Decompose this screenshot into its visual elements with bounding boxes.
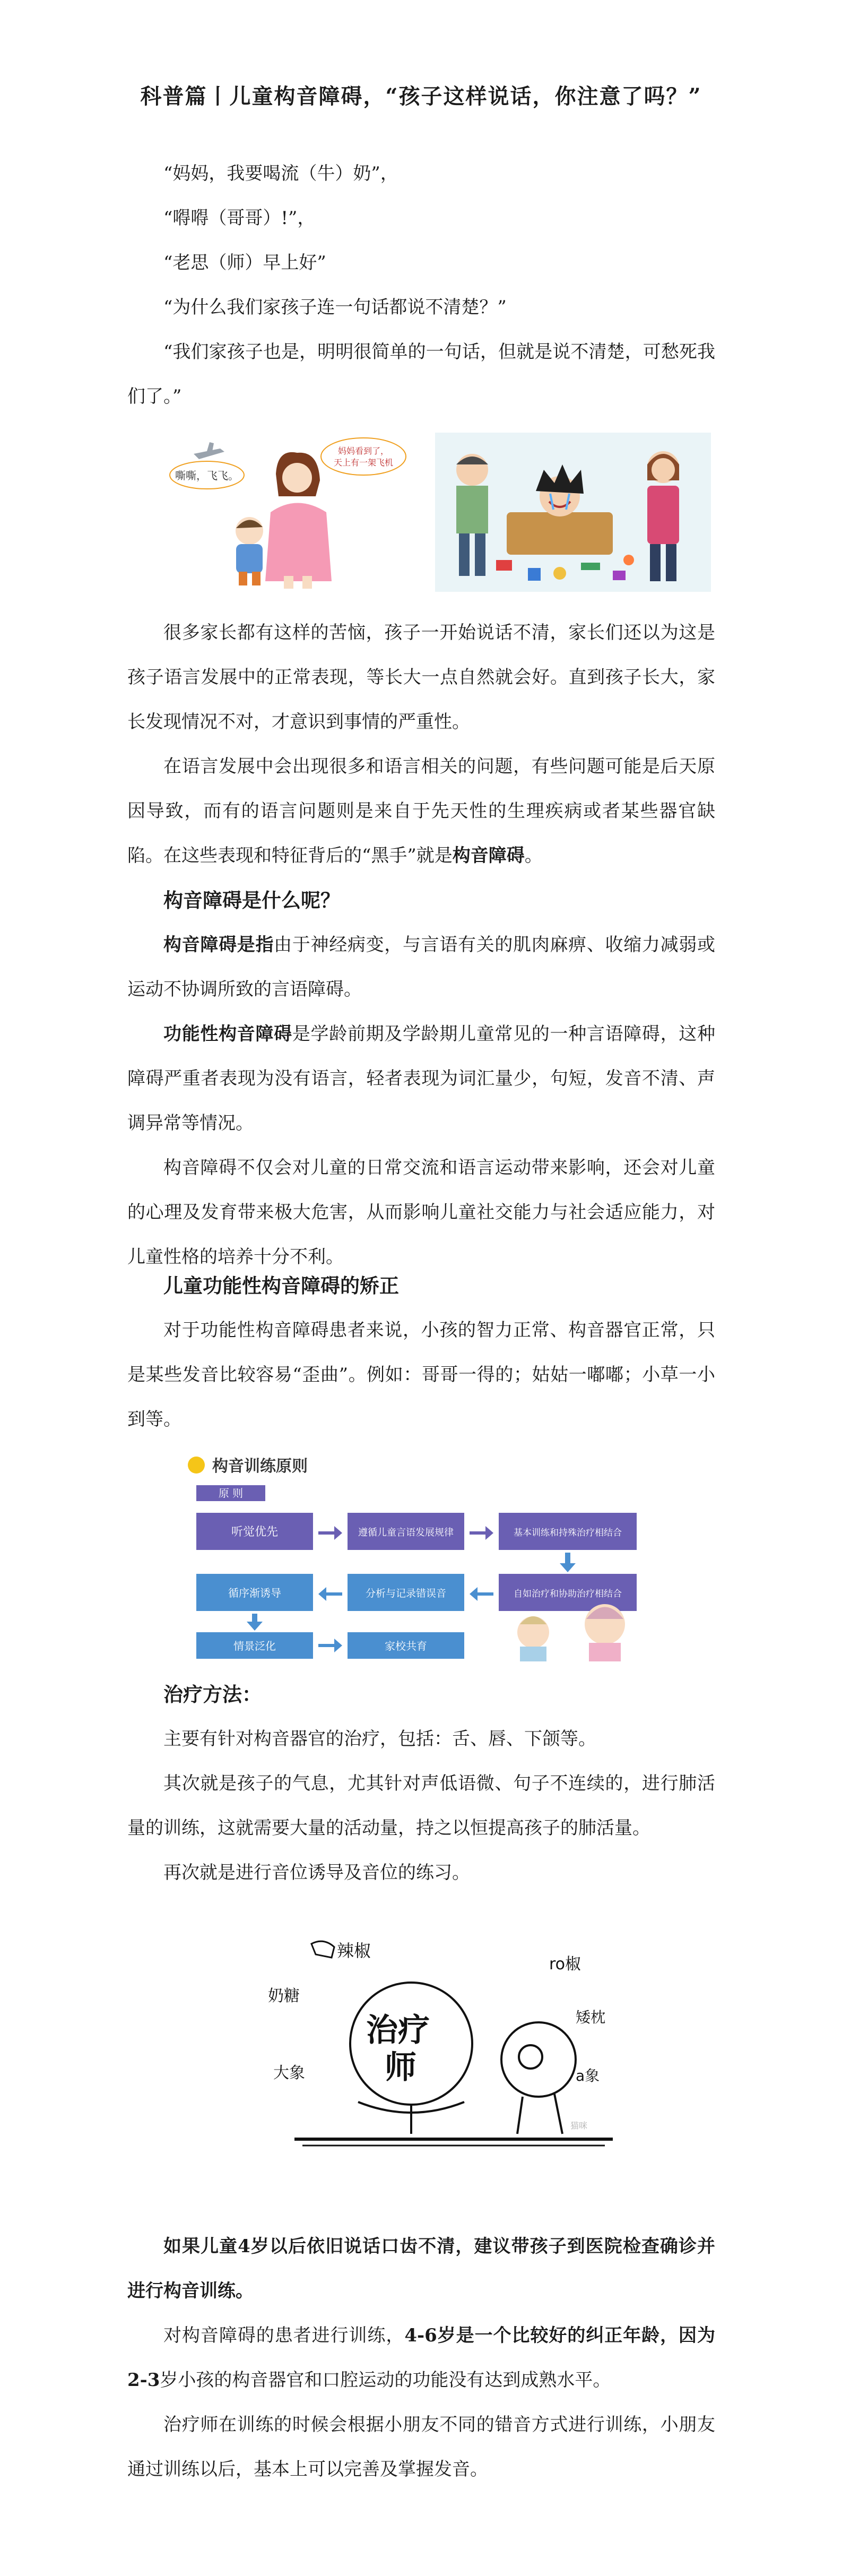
quote-block	[127, 151, 715, 419]
box-5-text: 分析与记录错误音	[365, 1588, 447, 1599]
bubble-right-line1: 妈妈看到了，	[337, 446, 389, 456]
word-elephant: 大象	[273, 2064, 305, 2082]
paragraph-11	[127, 2313, 715, 2402]
heading-treatment: 治疗方法：	[163, 1683, 262, 1706]
quote-2: “嘚嘚（哥哥）!”，	[163, 208, 316, 229]
box-2-text: 遵循儿童言语发展规律	[358, 1527, 454, 1538]
paragraph-11-c: 岁是一个比较好的纠正年龄，因为	[437, 2325, 716, 2346]
paragraph-12: 治疗师在训练的时候会根据小朋友不同的错音方式进行训练，小朋友通过训练以后，基本上可以完善及掌握发音。	[127, 2414, 715, 2480]
sketch-watermark: 猫咪	[570, 2121, 588, 2131]
bubble-right-line2: 天上有一架飞机	[333, 458, 394, 468]
body-section-1	[127, 610, 715, 1279]
speech-bubble-right	[321, 438, 406, 475]
therapist-label-line1: 治疗	[366, 2012, 430, 2049]
paragraph-6: 对于功能性构音障碍患者来说，小孩的智力正常、构音器官正常，只是某些发音比较容易“歪曲”。例如：哥哥一得的；姑姑一嘟嘟；小草一小到等。	[127, 1320, 715, 1430]
quote-1: “妈妈，我要喝流（牛）奶”，	[163, 163, 398, 184]
therapist-sketch	[252, 1932, 634, 2160]
cartoon-svg	[157, 433, 711, 592]
paragraph-11-a: 对构音障碍的患者进行训练，	[163, 2325, 405, 2346]
body-section-3	[127, 1672, 715, 1895]
paragraph-2-text: 在语言发展中会出现很多和语言相关的问题，有些问题可能是后天原因导致，而有的语言问题则是来自于先天性的生理疾病或者某些器官缺陷。在这些表现和特征背后的“黑手”就是	[127, 756, 715, 866]
word-ro-pepper: ro椒	[549, 1955, 581, 1974]
box-3-text: 基本训练和持殊治疗相结合	[514, 1528, 622, 1538]
paragraph-1: 很多家长都有这样的苦恼，孩子一开始说话不清，家长们还以为这是孩子语言发展中的正常表现，等长大一点自然就会好。直到孩子长大，家长发现情况不对，才意识到事情的严重性。	[127, 622, 715, 733]
therapist-svg	[252, 1932, 634, 2160]
paragraph-2	[127, 744, 715, 878]
paragraph-11-b: 4-6	[404, 2325, 437, 2346]
paragraph-2-bold: 构音障碍	[452, 845, 525, 866]
paragraph-4-bold: 功能性构音障碍	[163, 1023, 292, 1045]
heading-what-is: 构音障碍是什么呢？	[163, 889, 340, 912]
heading-correction: 儿童功能性构音障碍的矫正	[163, 1274, 399, 1297]
quote-3: “老思（师）早上好”	[163, 252, 326, 273]
box-4-text: 循序渐诱导	[228, 1587, 281, 1599]
paragraph-3	[127, 923, 715, 1012]
article-title: 科普篇丨儿童构音障碍，“孩子这样说话，你注意了吗？”	[140, 84, 702, 109]
diagram-header: 构音训练原则	[212, 1457, 308, 1476]
word-a-elephant: a象	[576, 2067, 600, 2084]
quote-5: “我们家孩子也是，明明很简单的一句话，但就是说不清楚，可愁死我们了。”	[127, 341, 715, 407]
paragraph-8: 其次就是孩子的气息，尤其针对声低语微、句子不连续的，进行肺活量的训练，这就需要大量的活动量，持之以恒提高孩子的肺活量。	[127, 1773, 715, 1839]
paragraph-5: 构音障碍不仅会对儿童的日常交流和语言运动带来影响，还会对儿童的心理及发育带来极大危害，从而影响儿童社交能力与社会适应能力，对儿童性格的培养十分不利。	[127, 1157, 715, 1268]
word-candy: 奶糖	[268, 1987, 300, 2005]
paragraph-3-bold: 构音障碍是指	[163, 934, 274, 955]
box-1-text: 听觉优先	[231, 1526, 279, 1539]
word-pepper: 辣椒	[337, 1941, 371, 1961]
paragraph-4-text: 是学龄前期及学龄期儿童常见的一种言语障碍，这种障碍严重者表现为没有语言，轻者表现为词汇量少，句短，发音不清、声调异常等情况。	[127, 1023, 715, 1134]
bubble-left-text: 嘶嘶，飞飞。	[175, 469, 239, 482]
principle-tag-text: 原 则	[218, 1487, 244, 1500]
paragraph-11-d: 2-3	[127, 2370, 160, 2391]
paragraph-3-text: 由于神经病变，与言语有关的肌肉麻痹、收缩力减弱或运动不协调所致的言语障碍。	[127, 934, 716, 1000]
paragraph-11-e: 岁小孩的构音器官和口腔运动的功能没有达到成熟水平。	[160, 2370, 611, 2391]
paragraph-10: 如果儿童4岁以后依旧说话口齿不清，建议带孩子到医院检查确诊并进行构音训练。	[127, 2236, 715, 2302]
header-dot	[188, 1457, 205, 1474]
box-7-text: 情景泛化	[233, 1640, 276, 1652]
paragraph-2-end: 。	[524, 845, 543, 866]
quote-4: “为什么我们家孩子连一句话都说不清楚？”	[163, 297, 507, 318]
principles-svg	[180, 1449, 669, 1661]
principles-diagram	[180, 1449, 669, 1661]
paragraph-7: 主要有针对构音器官的治疗，包括：舌、唇、下颌等。	[163, 1728, 596, 1750]
therapist-label-line2: 师	[385, 2049, 416, 2086]
box-8-text: 家校共育	[385, 1640, 427, 1652]
cartoon-illustration	[157, 433, 711, 592]
body-section-4	[127, 2224, 715, 2492]
word-pillow: 矮枕	[576, 2009, 606, 2026]
paragraph-9: 再次就是进行音位诱导及音位的练习。	[163, 1862, 470, 1883]
paragraph-4	[127, 1012, 715, 1145]
box-6-text: 自如治疗和协助治疗相结合	[514, 1589, 622, 1599]
body-section-2	[127, 1263, 715, 1442]
